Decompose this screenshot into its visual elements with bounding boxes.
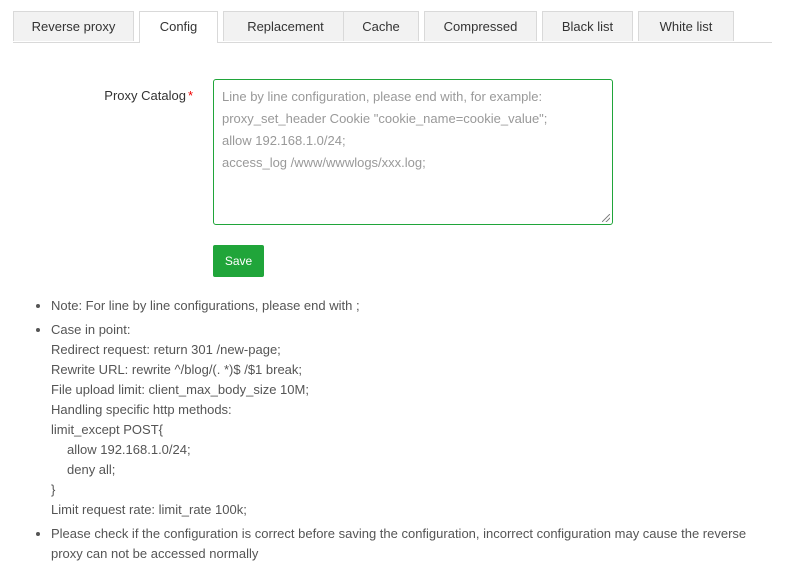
proxy-catalog-label-text: Proxy Catalog — [104, 88, 186, 103]
case-line: Handling specific http methods: — [51, 402, 232, 417]
note-text: Please check if the configuration is correct before saving the configuration, incorrect configuration may cause the reverse proxy can not be accessed normally — [51, 526, 747, 561]
bullet-icon — [36, 328, 40, 332]
list-item — [36, 296, 776, 316]
resize-handle-icon[interactable] — [602, 214, 610, 222]
case-line: Redirect request: return 301 /new-page; — [51, 342, 281, 357]
save-button[interactable]: Save — [213, 245, 264, 277]
proxy-config-textarea[interactable] — [213, 79, 613, 225]
list-item — [36, 524, 776, 564]
placeholder-line: proxy_set_header Cookie "cookie_name=cookie_value"; — [222, 111, 548, 126]
placeholder-line: Line by line configuration, please end with, for example: — [222, 89, 543, 104]
required-asterisk: * — [187, 88, 193, 103]
tab-black-list[interactable]: Black list — [542, 11, 633, 41]
placeholder-line: access_log /www/wwwlogs/xxx.log; — [222, 155, 426, 170]
list-item — [36, 320, 776, 520]
case-line: deny all; — [67, 462, 116, 477]
case-line: limit_except POST{ — [51, 422, 163, 437]
tab-compressed[interactable]: Compressed — [424, 11, 537, 41]
tab-white-list[interactable]: White list — [638, 11, 734, 41]
bullet-icon — [36, 532, 40, 536]
tab-replacement[interactable]: Replacement — [223, 11, 348, 41]
help-notes — [36, 296, 776, 564]
tab-reverse-proxy[interactable]: Reverse proxy — [13, 11, 134, 41]
case-line: } — [51, 482, 56, 497]
case-line: Rewrite URL: rewrite ^/blog/(. *)$ /$1 break; — [51, 362, 303, 377]
case-line: allow 192.168.1.0/24; — [67, 442, 191, 457]
proxy-catalog-label — [60, 88, 193, 103]
case-line: File upload limit: client_max_body_size 10M; — [51, 382, 309, 397]
tab-bar — [13, 11, 772, 43]
bullet-icon — [36, 304, 40, 308]
note-text: Note: For line by line configurations, please end with ; — [51, 298, 360, 313]
case-line: Limit request rate: limit_rate 100k; — [51, 502, 247, 517]
case-title: Case in point: — [51, 322, 131, 337]
placeholder-line: allow 192.168.1.0/24; — [222, 133, 346, 148]
tab-config[interactable]: Config — [139, 11, 218, 43]
tab-cache[interactable]: Cache — [343, 11, 419, 41]
